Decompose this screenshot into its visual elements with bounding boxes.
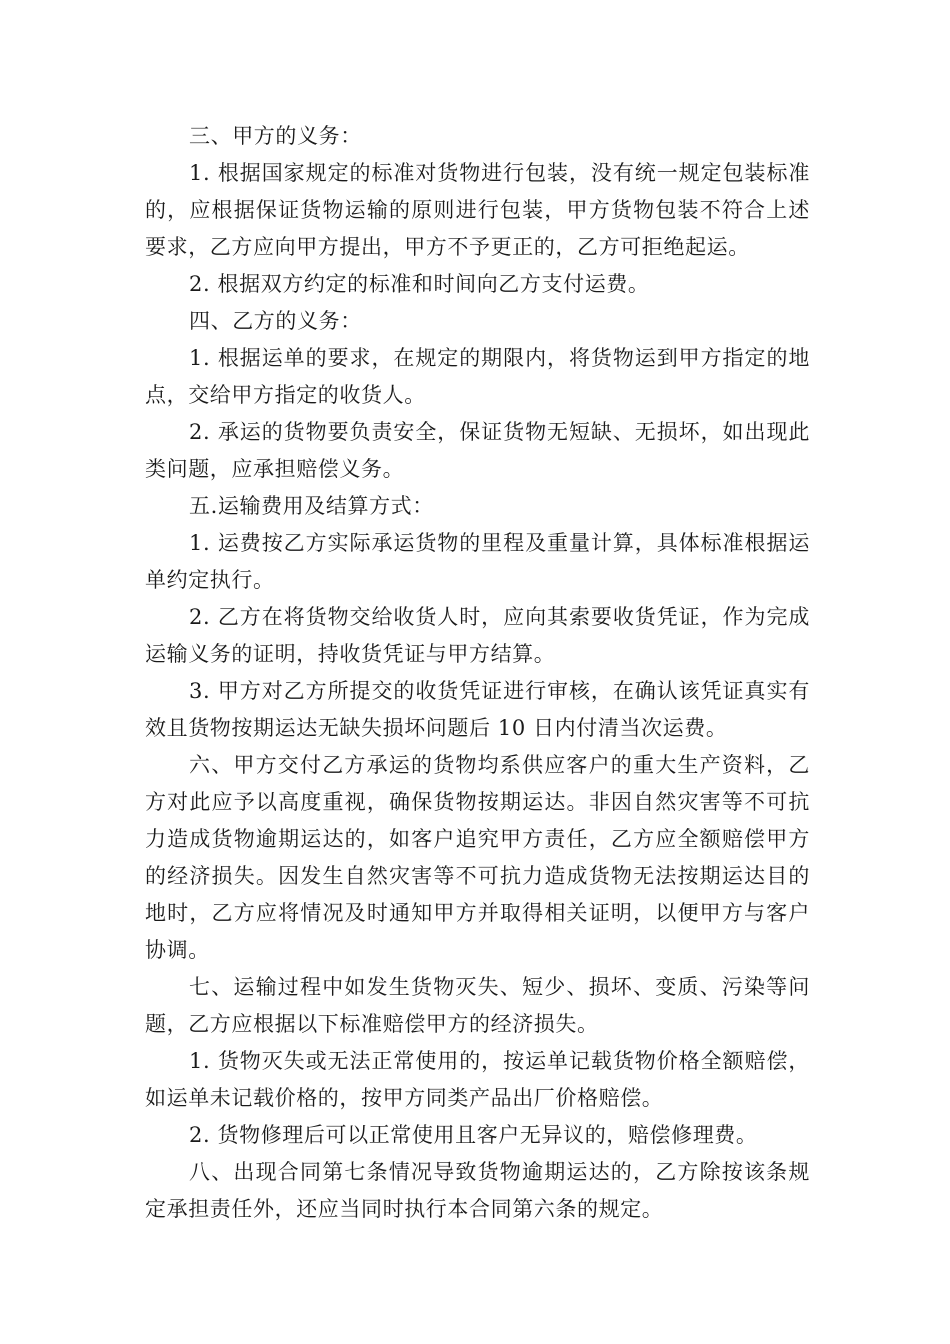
clause-paragraph: 2. 货物修理后可以正常使用且客户无异议的，赔偿修理费。 [189, 1123, 758, 1147]
section-paragraph-seven: 七、运输过程中如发生货物灭失、短少、损坏、变质、污染等问题，乙方应根据以下标准赔偿甲方的经济损失。 [145, 975, 810, 1036]
clause-paragraph: 1. 运费按乙方实际承运货物的里程及重量计算，具体标准根据运单约定执行。 [145, 531, 810, 592]
section-heading-party-b-obligations: 四、乙方的义务： [189, 309, 362, 333]
clause-paragraph: 1. 根据国家规定的标准对货物进行包装，没有统一规定包装标准的，应根据保证货物运输的原则进行包装，甲方货物包装不符合上述要求，乙方应向甲方提出，甲方不予更正的，乙方可拒绝起运。 [145, 161, 810, 259]
clause-paragraph: 3. 甲方对乙方所提交的收货凭证进行审核，在确认该凭证真实有效且货物按期运达无缺失损坏问题后 10 日内付清当次运费。 [145, 679, 810, 740]
section-paragraph-six: 六、甲方交付乙方承运的货物均系供应客户的重大生产资料，乙方对此应予以高度重视，确保货物按期运达。非因自然灾害等不可抗力造成货物逾期运达的，如客户追究甲方责任，乙方应全额赔偿甲方的经济损失。因发生自然灾害等不可抗力造成货物无法按期运达目的地时，乙方应将情况及时通知甲方并取得相关证明，以便甲方与客户协调。 [145, 753, 810, 962]
clause-paragraph: 1. 货物灭失或无法正常使用的，按运单记载货物价格全额赔偿，如运单未记载价格的，按甲方同类产品出厂价格赔偿。 [145, 1049, 810, 1110]
section-heading-party-a-obligations: 三、甲方的义务： [189, 124, 362, 148]
section-paragraph-eight: 八、出现合同第七条情况导致货物逾期运达的，乙方除按该条规定承担责任外，还应当同时执行本合同第六条的规定。 [145, 1160, 810, 1221]
clause-paragraph: 1. 根据运单的要求，在规定的期限内，将货物运到甲方指定的地点，交给甲方指定的收货人。 [145, 346, 810, 407]
clause-paragraph: 2. 承运的货物要负责安全，保证货物无短缺、无损坏，如出现此类问题，应承担赔偿义务。 [145, 420, 810, 481]
clause-paragraph: 2. 乙方在将货物交给收货人时，应向其索要收货凭证，作为完成运输义务的证明，持收货凭证与甲方结算。 [145, 605, 810, 666]
document-body [145, 118, 810, 1228]
section-heading-fees-settlement: 五.运输费用及结算方式： [189, 494, 434, 518]
clause-paragraph: 2. 根据双方约定的标准和时间向乙方支付运费。 [189, 272, 650, 296]
